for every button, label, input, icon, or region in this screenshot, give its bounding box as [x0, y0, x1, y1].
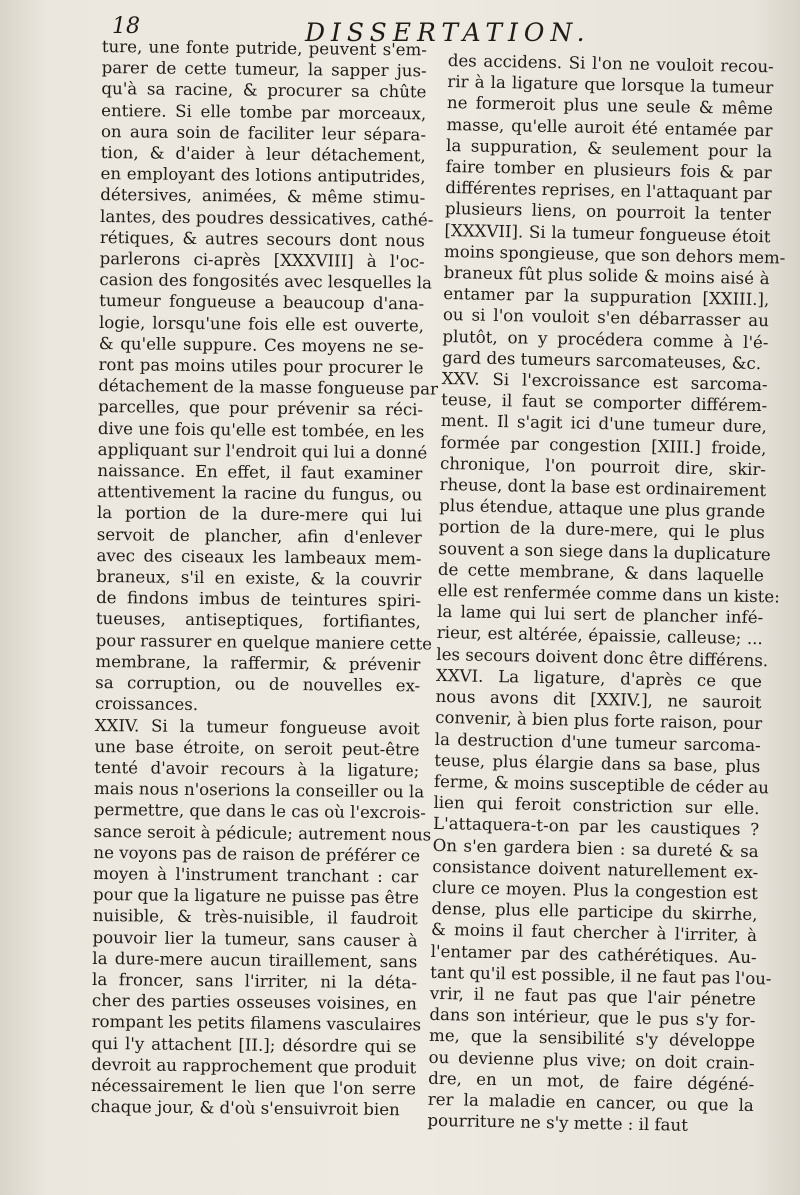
text-line: lantes, des poudres dessicatives, cathé-	[100, 206, 434, 230]
text-line: détachement de la masse fongueuse par	[98, 376, 439, 399]
text-line: attentivement la racine du fungus, ou	[97, 482, 423, 505]
text-line: permettre, que dans le cas où l'excrois-	[93, 800, 426, 823]
text-line: teuse, il faut se comporter différem-	[441, 390, 768, 416]
text-line: plus étendue, attaque une plus grande	[439, 496, 766, 522]
text-line: rompant les petits filamens vasculaires	[91, 1012, 422, 1035]
text-line: tant qu'il est possible, il ne faut pas l'ou-	[430, 962, 772, 989]
text-line: parlerons ci-après [XXXVIII] à l'oc-	[99, 249, 425, 272]
text-line: ou devienne plus vive; on doit crain-	[428, 1047, 755, 1073]
text-line: moyen à l'instrument tranchant : car	[93, 863, 419, 887]
text-line: nuisible, & très-nuisible, il faudroit	[92, 906, 418, 929]
text-line: braneux fût plus solide & moins aisé à	[443, 262, 770, 289]
text-line: pour rassurer en quelque maniere cette	[95, 630, 433, 654]
text-line: pour que la ligature ne puisse pas être	[92, 885, 420, 908]
text-line: parer de cette tumeur, la sapper jus-	[101, 58, 427, 81]
text-line: formée par congestion [XIII.] froide,	[440, 432, 767, 458]
text-line: pourriture ne s'y mette : il faut	[427, 1110, 689, 1135]
text-line: de findons imbus de teintures spiri-	[96, 588, 422, 611]
running-title: DISSERTATION.	[305, 18, 591, 47]
text-line: les secours doivent donc être différens.	[436, 644, 769, 670]
text-line: casion des fongosités avec lesquelles la	[99, 270, 433, 293]
text-line: chronique, l'on pourroit dire, skir-	[439, 453, 767, 480]
text-line: croissances.	[94, 694, 199, 715]
text-line: la lame qui lui sert de plancher infé-	[437, 602, 764, 628]
text-line: & qu'elle suppure. Ces moyens ne se-	[98, 333, 424, 357]
text-line: me, que la sensibilité s'y développe	[428, 1026, 756, 1052]
text-line: masse, qu'elle auroit été entamée par	[446, 114, 773, 140]
text-line: nécessairement le lien que l'on serre	[90, 1075, 417, 1099]
text-line: sa corruption, ou de nouvelles ex-	[95, 673, 421, 696]
text-line: cher des parties osseuses voisines, en	[91, 991, 417, 1014]
text-line: la suppuration, & seulement pour la	[445, 135, 773, 162]
text-line: rétiques, & autres secours dont nous	[99, 227, 425, 251]
text-line: tenté d'avoir recours à la ligature;	[94, 757, 420, 781]
text-line: rir à la ligature que lorsque la tumeur	[447, 72, 774, 98]
text-line: L'attaquera-t-on par les caustiques ?	[432, 814, 760, 840]
text-line: dans son intérieur, que le pus s'y for-	[429, 1004, 756, 1031]
text-line: nous avons dit [XXIV.], ne sauroit	[435, 686, 762, 713]
text-line: qui l'y attachent [II.]; désordre qui se	[91, 1033, 417, 1056]
text-line: la portion de la dure-mere qui lui	[96, 503, 423, 526]
text-line: en employant des lotions antiputrides,	[100, 164, 426, 187]
text-line: servoit de plancher, afin d'enlever	[96, 524, 422, 548]
text-line: dense, plus elle participe du skirrhe,	[431, 898, 758, 925]
text-line: avec des ciseaux les lambeaux mem-	[96, 545, 422, 569]
text-line: portion de la dure-mere, qui le plus	[438, 517, 765, 543]
text-line: braneux, s'il en existe, & la couvrir	[96, 567, 422, 590]
text-line: faire tomber en plusieurs fois & par	[445, 156, 772, 183]
text-line: ne voyons pas de raison de préférer ce	[93, 842, 421, 866]
text-line: rieur, est altérée, épaissie, calleuse; ...	[436, 623, 763, 649]
right-text-column	[427, 50, 786, 1137]
text-line: consistance doivent naturellement ex-	[432, 856, 759, 882]
text-line: la froncer, sans l'irriter, ni la déta-	[92, 969, 418, 993]
page-number: 18	[112, 14, 140, 39]
text-line: la dure-mere aucun tiraillement, sans	[92, 948, 418, 972]
text-line: gard des tumeurs sarcomateuses, &c.	[441, 347, 762, 373]
text-line: XXV. Si l'excroissance est sarcoma-	[441, 368, 768, 395]
left-text-column	[90, 36, 439, 1121]
text-line: tion, & d'aider à leur détachement,	[100, 143, 426, 166]
text-line: la destruction d'une tumeur sarcoma-	[434, 729, 761, 755]
text-line: souvent a son siege dans la duplicature	[438, 538, 771, 564]
text-line: devroit au rapprochement que produit	[91, 1054, 417, 1078]
text-line: rheuse, dont la base est ordinairement	[439, 474, 767, 501]
text-line: chaque jour, & d'où s'ensuivroit bien	[90, 1097, 400, 1120]
text-line: plutôt, on y procédera comme à l'é-	[442, 326, 769, 352]
text-line: qu'à sa racine, & procurer sa chûte	[101, 79, 427, 102]
text-line: sance seroit à pédicule; autrement nous	[93, 821, 432, 845]
text-line: moins spongieuse, que son dehors mem-	[443, 241, 786, 268]
text-line: pouvoir lier la tumeur, sans causer à	[92, 927, 418, 950]
text-line: XXVI. La ligature, d'après ce que	[435, 665, 763, 692]
text-line: [XXXVII]. Si la tumeur fongueuse étoit	[444, 220, 771, 246]
text-line: vrir, il ne faut pas que l'air pénetre	[429, 983, 757, 1010]
text-line: elle est renfermée comme dans un kiste:	[437, 580, 780, 607]
text-line: ou si l'on vouloit s'en débarrasser au	[442, 305, 770, 331]
text-line: tumeur fongueuse a beaucoup d'ana-	[99, 291, 425, 314]
text-line: ront pas moins utiles pour procurer le	[98, 355, 424, 378]
text-line: détersives, animées, & même stimu-	[100, 185, 426, 208]
text-line: convenir, à bien plus forte raison, pour	[434, 708, 763, 734]
text-line: ment. Il s'agit ici d'une tumeur dure,	[440, 411, 768, 437]
text-line: XXIV. Si la tumeur fongueuse avoit	[94, 715, 420, 738]
text-line: & moins il faut chercher à l'irriter, à	[430, 920, 758, 946]
text-line: clure ce moyen. Plus la congestion est	[431, 877, 759, 904]
text-line: parcelles, que pour prévenir sa réci-	[98, 397, 424, 420]
text-line: On s'en gardera bien : sa dureté & sa	[432, 835, 759, 861]
text-line: appliquant sur l'endroit qui lui a donné	[97, 439, 428, 463]
text-line: on aura soin de faciliter leur sépara-	[100, 121, 427, 145]
text-line: rer la maladie en cancer, ou que la	[427, 1089, 754, 1116]
text-line: plusieurs liens, on pourroit la tenter	[444, 199, 772, 225]
text-line: naissance. En effet, il faut examiner	[97, 461, 423, 484]
text-line: une base étroite, on seroit peut-être	[94, 736, 420, 760]
text-line: dre, en un mot, de faire dégéné-	[428, 1068, 755, 1094]
text-line: lien qui feroit constriction sur elle.	[433, 792, 760, 819]
text-line: tueuses, antiseptiques, fortifiantes,	[95, 609, 421, 632]
text-line: dive une fois qu'elle est tombée, en les	[97, 418, 425, 442]
text-line: ne formeroit plus une seule & même	[446, 93, 774, 119]
text-line: entiere. Si elle tombe par morceaux,	[101, 100, 427, 124]
text-line: différentes reprises, en l'attaquant par	[445, 178, 772, 204]
text-line: entamer par la suppuration [XXIII.],	[443, 284, 770, 310]
text-line: ferme, & moins susceptible de céder au	[433, 771, 770, 798]
text-line: membrane, la raffermir, & prévenir	[95, 651, 421, 675]
text-line: de cette membrane, & dans laquelle	[437, 559, 765, 586]
text-line: des accidens. Si l'on ne vouloit recou-	[447, 50, 774, 77]
text-line: teuse, plus élargie dans sa base, plus	[434, 750, 761, 776]
text-line: mais nous n'oserions la conseiller ou la	[94, 779, 425, 802]
text-line: ture, une fonte putride, peuvent s'em-	[101, 36, 427, 60]
text-line: l'entamer par des cathérétiques. Au-	[430, 941, 757, 967]
text-line: logie, lorsqu'une fois elle est ouverte,	[98, 312, 425, 336]
